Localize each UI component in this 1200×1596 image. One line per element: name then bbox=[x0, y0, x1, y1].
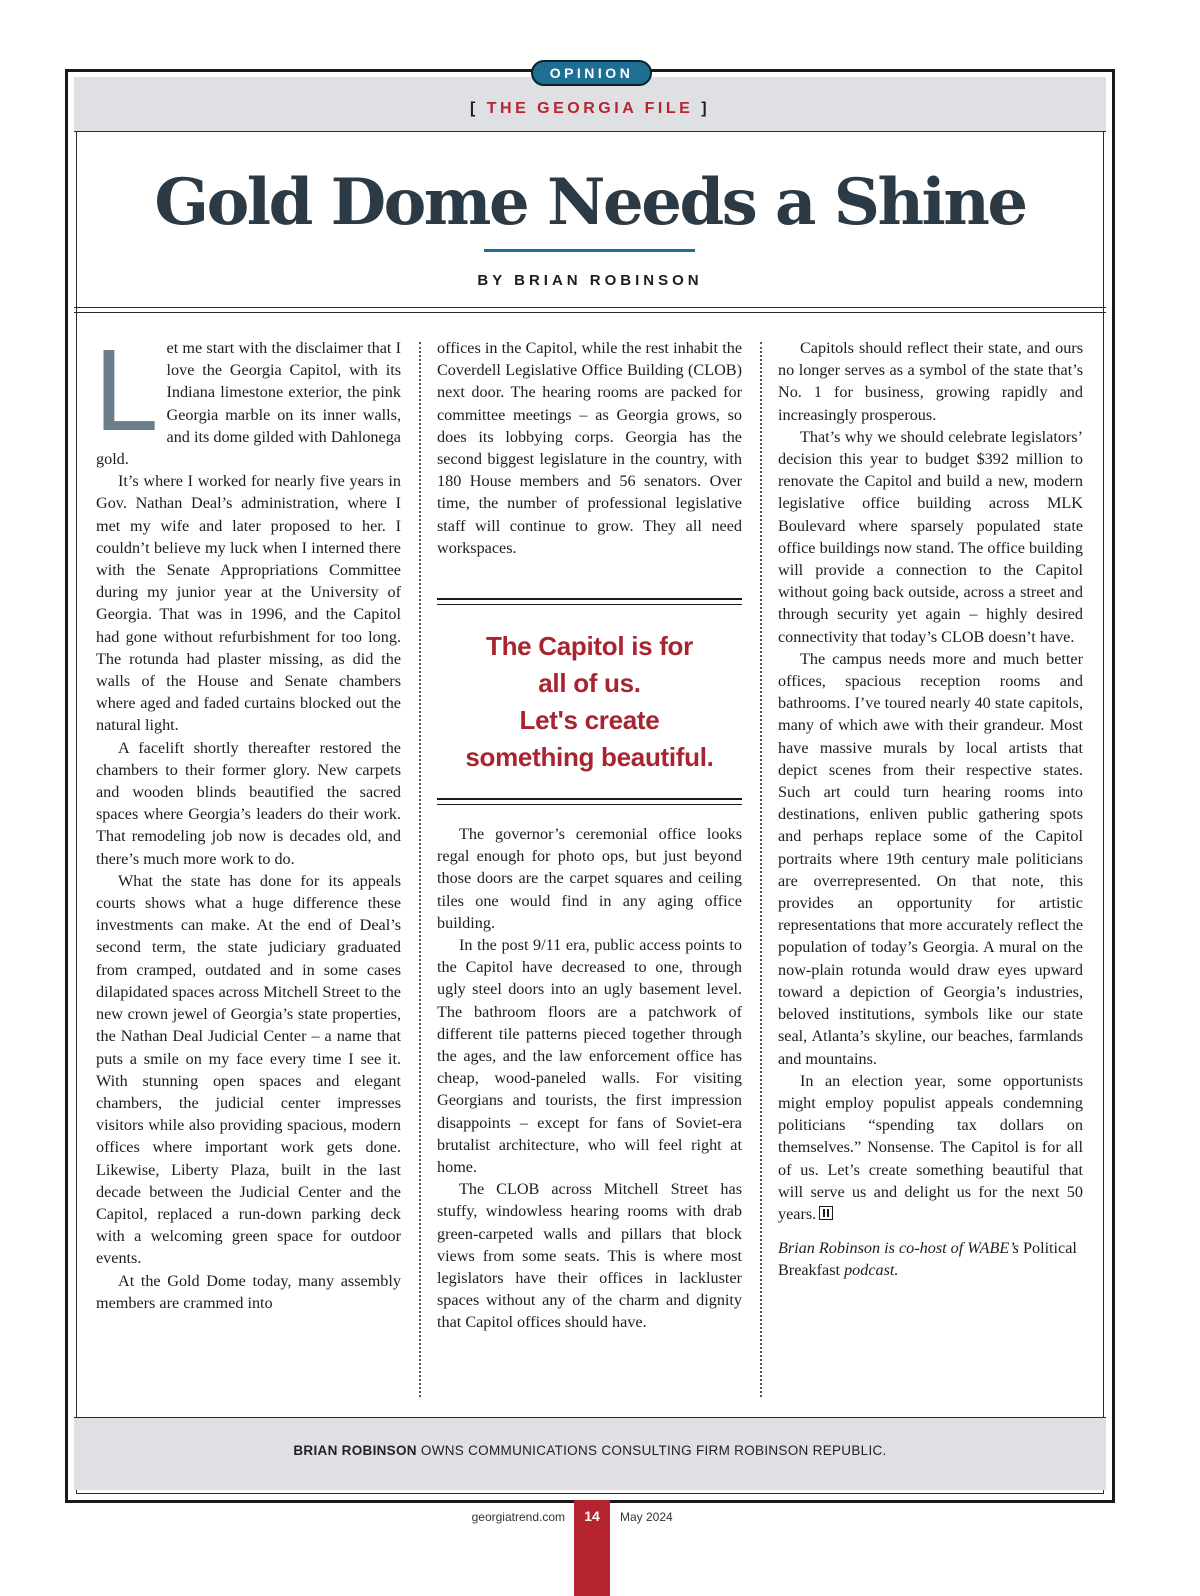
bracket-open: [ bbox=[469, 100, 479, 117]
article-paragraph bbox=[94, 325, 401, 470]
author-footer-band bbox=[74, 1417, 1106, 1490]
pull-quote bbox=[437, 628, 742, 776]
site-url: georgiatrend.com bbox=[471, 1510, 565, 1524]
article-paragraph: That’s why we should celebrate legislators’ decision this year to budget $392 million to renovate the Capitol and build a new, modern legislative office building across MLK Boulevard where sparsely populated state office buildings now stand. The office building will provide a connection to the Capitol without going back outside, across a street and through security yet again – highly desired connectivity that today’s CLOB doesn’t have. bbox=[778, 427, 1083, 646]
article-paragraph: The campus needs more and much better offices, spacious reception rooms and bathrooms. I’ve toured nearly 40 state capitols, many of which awe with their grandeur. Most have massive murals by local artists that depict scenes from their respective states. Such art could turn hearing rooms into destinations, enliven public gathering spots and perhaps replace some of the Capitol portraits where 19th century male politicians are overrepresented. On that note, this provides an opportunity for artistic representations that more accurately reflect the population of today’s Georgia. A mural on the now-plain rotunda would draw eyes upward toward a depiction of Georgia’s industries, beloved institutions, symbols like our state seal, Atlanta’s skyline, our beaches, farmlands and mountains. bbox=[778, 649, 1083, 1068]
article-column-2-bottom bbox=[437, 823, 742, 1334]
article-column-1 bbox=[94, 325, 401, 1314]
column-divider bbox=[419, 342, 421, 1397]
article-paragraph: offices in the Capitol, while the rest inhabit the Coverdell Legislative Office Building (CLOB) next door. The hearing rooms are packed for committee meetings – as Georgia grows, so does its lobbying corps. Georgia has the second biggest legislature in the country, with 180 House members and 56 senators. Over time, the number of professional legislative staff will continue to grow. They all need workspaces. bbox=[437, 339, 742, 557]
headline: Gold Dome Needs a Shine bbox=[154, 165, 1026, 240]
bio-text-end: podcast. bbox=[844, 1261, 899, 1280]
section-label bbox=[74, 100, 1106, 118]
bio-show-name: Political Breakfast bbox=[778, 1239, 1077, 1280]
column-divider bbox=[760, 342, 762, 1397]
drop-cap: L bbox=[94, 325, 159, 455]
pull-quote-line: Let's create bbox=[519, 705, 660, 735]
article-paragraph bbox=[778, 1070, 1083, 1225]
byline: BY BRIAN ROBINSON bbox=[477, 272, 703, 289]
bracket-close: ] bbox=[701, 100, 711, 117]
header-rule bbox=[74, 307, 1106, 313]
article-paragraph: It’s where I worked for nearly five years in Gov. Nathan Deal’s administration, where I met my wife and later proposed to her. I couldn’t believe my luck when I interned there with the Senate Appropriations Committee during my junior year at the University of Georgia. That was in 1996, and the Capitol had gone without refurbishment for too long. The rotunda had plaster missing, as did the walls of the House and Senate chambers where aged and faded curtains blocked out the natural light. bbox=[96, 472, 401, 735]
section-name: THE GEORGIA FILE bbox=[486, 100, 694, 117]
page-number: 14 bbox=[574, 1500, 610, 1596]
page-footer bbox=[0, 1500, 1200, 1596]
footer-author-desc: OWNS COMMUNICATIONS CONSULTING FIRM ROBINSON REPUBLIC. bbox=[420, 1443, 887, 1458]
bio-text: Brian Robinson is co-host of WABE’s bbox=[778, 1239, 1019, 1258]
article-paragraph: At the Gold Dome today, many assembly members are crammed into bbox=[96, 1271, 401, 1312]
paragraph-text: et me start with the disclaimer that I love the Georgia Capitol, with its Indiana limestone exterior, the pink Georgia marble on its inner walls, and its dome gilded with Dahlonega gold. bbox=[96, 339, 401, 469]
pull-quote-line: something beautiful. bbox=[465, 742, 714, 772]
pullquote-rule-bottom bbox=[437, 798, 742, 805]
issue-date: May 2024 bbox=[620, 1510, 673, 1524]
headline-underline bbox=[484, 249, 695, 252]
article-paragraph: The CLOB across Mitchell Street has stuffy, windowless hearing rooms with drab green-carpeted walls and pillars that block views from some seats. This is where most legislators have their offices in lackluster spaces without any of the charm and dignity that Capitol offices should have. bbox=[437, 1180, 742, 1332]
article-paragraph: The governor’s ceremonial office looks regal enough for photo ops, but just beyond those doors are the carpet squares and ceiling tiles one would find in any aging office building. bbox=[437, 825, 742, 932]
article-paragraph: What the state has done for its appeals courts shows what a huge difference these investments can make. At the end of Deal’s second term, the state judiciary graduated from cramped, outdated and in some cases dilapidated spaces across Mitchell Street to the new crown jewel of Georgia’s state properties, the Nathan Deal Judicial Center – a name that puts a smile on my face every time I see it. With stunning open spaces and elegant chambers, the judicial center impresses visitors while also providing spacious, modern offices where important work gets done. Likewise, Liberty Plaza, built in the last decade between the Judicial Center and the Capitol, replaced a run-down parking deck with a welcoming green space for outdoor events. bbox=[96, 871, 401, 1268]
opinion-badge: OPINION bbox=[531, 60, 652, 86]
pull-quote-line: The Capitol is for bbox=[486, 631, 693, 661]
pullquote-rule-top bbox=[437, 598, 742, 605]
paragraph-text: In an election year, some opportunists might employ populist appeals condemning politicians “spending tax dollars on themselves.” Nonsense. The Capitol is for all of us. Let’s create something beautiful that will serve us and delight us for the next 50 years. bbox=[778, 1071, 1083, 1223]
pull-quote-line: all of us. bbox=[538, 668, 641, 698]
article-paragraph: A facelift shortly thereafter restored the chambers to their former glory. New carpets and wooden blinds beautified the sacred spaces where Georgia’s leaders do their work. That remodeling job now is decades old, and there’s much more work to do. bbox=[96, 738, 401, 868]
author-bio bbox=[778, 1237, 1083, 1281]
end-mark-icon bbox=[819, 1206, 833, 1220]
article-paragraph: In the post 9/11 era, public access points to the Capitol have decreased to one, through ugly steel doors into an ugly basement level. The bathroom floors are a patchwork of different tile patterns pieced together through the ages, and the law enforcement office has cheap, wood-paneled walls. For visiting Georgians and tourists, the first impression disappoints – except for fans of Soviet-era brutalist architecture, who will feel right at home. bbox=[437, 936, 742, 1177]
article-column-3 bbox=[778, 337, 1083, 1282]
article-column-2-top bbox=[437, 337, 742, 559]
article-paragraph: Capitols should reflect their state, and ours no longer serves as a symbol of the state that’s No. 1 for business, growing rapidly and increasingly prosperous. bbox=[778, 339, 1083, 424]
footer-author-name: BRIAN ROBINSON bbox=[293, 1443, 417, 1458]
author-footer bbox=[74, 1443, 1106, 1458]
